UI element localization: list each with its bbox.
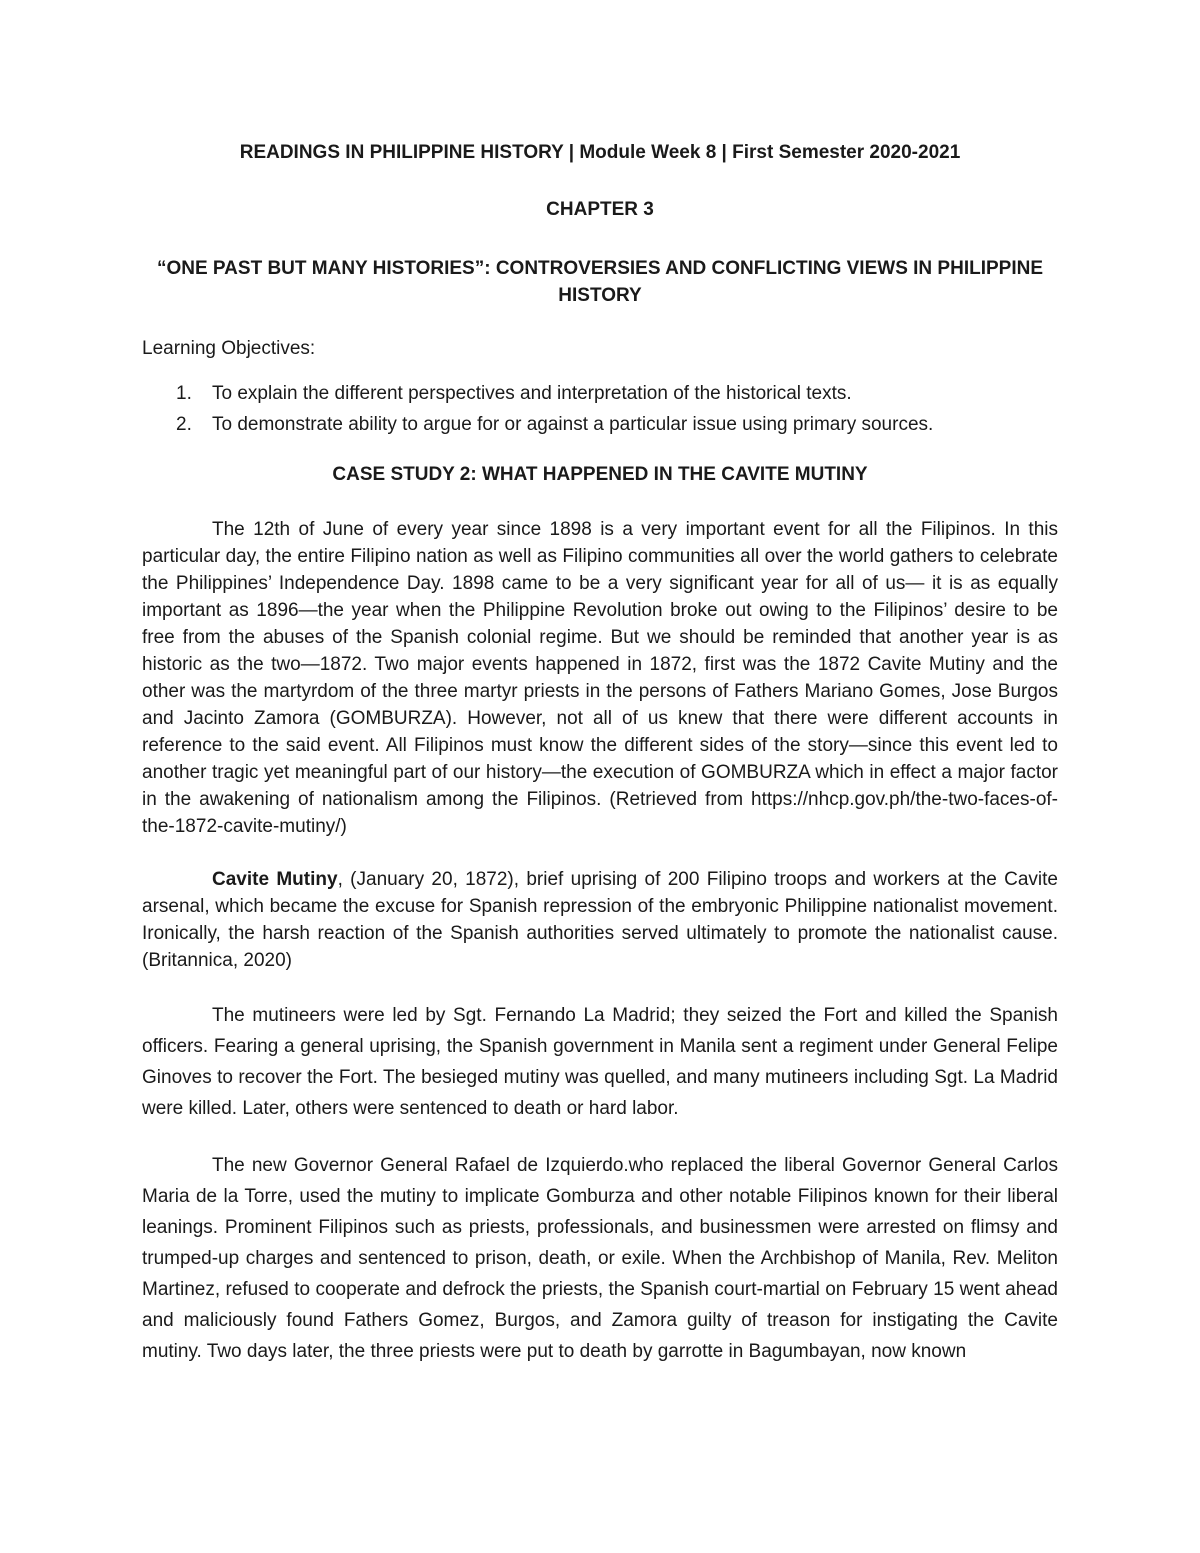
objective-item [142,409,1058,440]
paragraph-cavite-mutiny [142,866,1058,974]
paragraph-mutineers: The mutineers were led by Sgt. Fernando La Madrid; they seized the Fort and killed the Spanish officers. Fearing a general uprising, the Spanish government in Manila sent a regiment under General Felipe Ginoves to recover the Fort. The besieged mutiny was quelled, and many mutineers including Sgt. La Madrid were killed. Later, others were sentenced to death or hard labor. [142,1005,1058,1119]
paragraph-governor-general: The new Governor General Rafael de Izquierdo.who replaced the liberal Governor General Carlos Maria de la Torre, used the mutiny to implicate Gomburza and other notable Filipinos known for their liberal leanings. Prominent Filipinos such as priests, professionals, and businessmen were arrested on flimsy and trumped-up charges and sentenced to prison, death, or exile. When the Archbishop of Manila, Rev. Meliton Martinez, refused to cooperate and defrock the priests, the Spanish court-martial on February 15 went ahead and maliciously found Fathers Gomez, Burgos, and Zamora guilty of treason for instigating the Cavite mutiny. Two days later, the three priests were put to death by garrotte in Bagumbayan, now known [142,1155,1058,1362]
objective-text: To demonstrate ability to argue for or against a particular issue using primary sources. [212,414,934,435]
term-cavite-mutiny: Cavite Mutiny [212,869,338,890]
paragraph-intro: The 12th of June of every year since 1898 is a very important event for all the Filipinos. In this particular day, the entire Filipino nation as well as Filipino communities all over the world gathers to celebrate the Philippines’ Independence Day. 1898 came to be a very significant year for all of us— it is as equally important as 1896—the year when the Philippine Revolution broke out owing to the Filipinos’ desire to be free from the abuses of the Spanish colonial regime. But we should be reminded that another year is as historic as the two—1872. Two major events happened in 1872, first was the 1872 Cavite Mutiny and the other was the martyrdom of the three martyr priests in the persons of Fathers Mariano Gomes, Jose Burgos and Jacinto Zamora (GOMBURZA). However, not all of us knew that there were different accounts in reference to the said event. All Filipinos must know the different sides of the story—since this event led to another tragic yet meaningful part of our history—the execution of GOMBURZA which in effect a major factor in the awakening of nationalism among the Filipinos. (Retrieved from https://nhcp.gov.ph/the-two-faces-of-the-1872-cavite-mutiny/) [142,519,1058,837]
objective-number: 1. [176,383,192,404]
case-study-title: CASE STUDY 2: WHAT HAPPENED IN THE CAVITE MUTINY [332,464,868,485]
objectives-list [142,378,1058,440]
objectives-label: Learning Objectives: [142,338,316,359]
chapter-label: CHAPTER 3 [546,199,654,220]
document-page [142,140,1058,1393]
objective-text: To explain the different perspectives and interpretation of the historical texts. [212,383,852,404]
chapter-title: “ONE PAST BUT MANY HISTORIES”: CONTROVERSIES AND CONFLICTING VIEWS IN PHILIPPINE HISTORY [156,258,1044,306]
course-header: READINGS IN PHILIPPINE HISTORY | Module Week 8 | First Semester 2020-2021 [239,142,961,163]
objective-number: 2. [176,414,192,435]
objective-item [142,378,1058,409]
paragraph-cavite-mutiny-text: , (January 20, 1872), brief uprising of 200 Filipino troops and workers at the Cavite arsenal, which became the excuse for Spanish repression of the embryonic Philippine nationalist movement. Ironically, the harsh reaction of the Spanish authorities served ultimately to promote the nationalist cause. (Britannica, 2020) [142,869,1058,971]
